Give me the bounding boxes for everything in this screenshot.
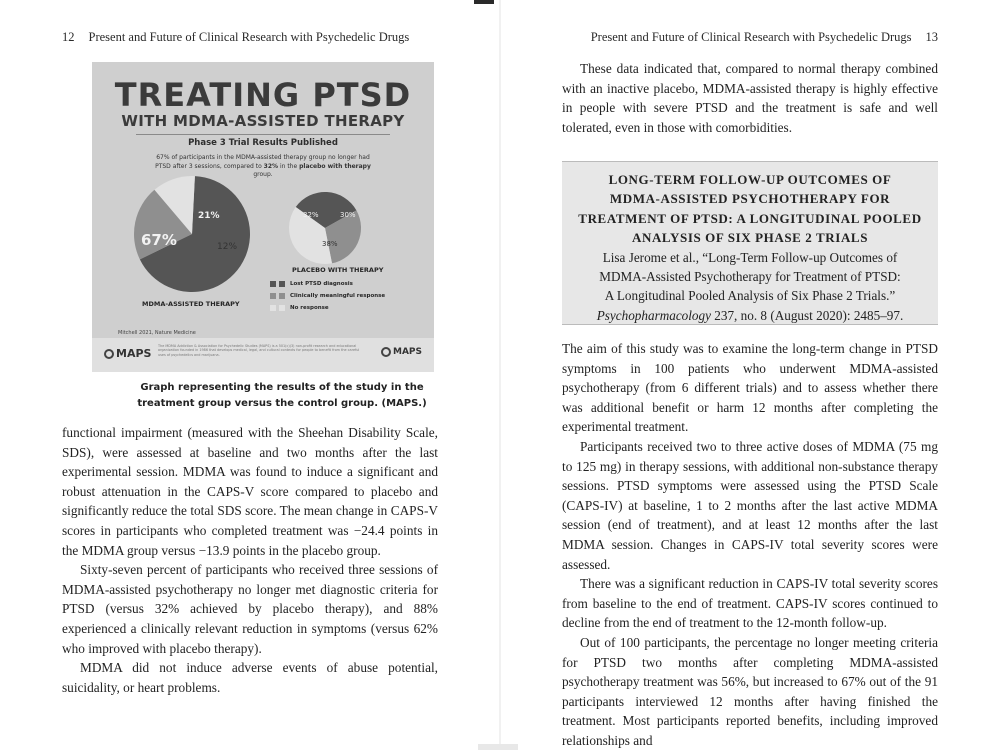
placebo-label-cm: 30%	[340, 211, 356, 219]
running-head-title: Present and Future of Clinical Research with Psychedelic Drugs	[590, 30, 912, 44]
paragraph: MDMA did not induce adverse events of abuse potential, suicidality, or heart problems.	[62, 660, 438, 695]
right-top-text	[562, 59, 938, 137]
placebo-label-lost: 32%	[303, 211, 319, 219]
maps-logo-right: MAPS	[381, 347, 422, 357]
mdma-pie-label: MDMA-ASSISTED THERAPY	[142, 300, 240, 308]
journal-name: Psychopharmacology	[596, 307, 711, 323]
mdma-label-cm: 21%	[198, 211, 220, 221]
paragraph: The aim of this study was to examine the long-term change in PTSD symptoms in 100 patients who underwent MDMA-assisted psychotherapy (from 6 different trials) and to assess whether there was additional benefit or harm 12 months after completing the experimental treatment.	[562, 341, 938, 435]
maps-logo-icon	[104, 349, 114, 359]
paragraph: Out of 100 participants, the percentage no longer meeting criteria for PTSD two months after completing MDMA-assisted psychotherapy treatment was 56%, but increased to 67% out of the 91 participants interviewed 12 months after having finished the treatment. Most participants reported benefits, including improved relationships and	[562, 634, 938, 748]
running-head-title: Present and Future of Clinical Research with Psychedelic Drugs	[88, 30, 410, 44]
paragraph: Sixty-seven percent of participants who received three sessions of MDMA-assisted psychotherapy no longer met diagnostic criteria for PTSD (versus 32% achieved by placebo therapy), and 88% experienced a clinically relevant reduction in symptoms (versus 62% who improved with placebo therapy).	[62, 562, 438, 656]
study-sidebox	[562, 161, 938, 325]
infographic-title: TREATING PTSD	[114, 76, 412, 114]
running-head-right	[562, 30, 938, 45]
maps-logo-icon-right	[381, 347, 391, 357]
pie-legend	[270, 278, 385, 314]
paragraph: There was a significant reduction in CAPS-IV total severity scores from baseline to the end of treatment. CAPS-IV scores continued to decline from the end of treatment to the 12-month follow-up.	[562, 576, 938, 631]
infographic-footer	[92, 338, 434, 372]
maps-logo-left: MAPS	[104, 347, 151, 360]
infographic-subtitle: WITH MDMA-ASSISTED THERAPY	[121, 112, 405, 130]
sidebox-reference: Lisa Jerome et al., “Long-Term Follow-up Outcomes of MDMA-Assisted Psychotherapy for Treatment of PTSD: A Longitudinal Pooled Analysis of Six Phase 2 Trials.” Psychopharmacology 237, no. 8 (August 2020): 2485–97.	[596, 249, 904, 323]
placebo-label-nr: 38%	[322, 240, 338, 248]
left-body-text	[62, 423, 438, 697]
running-head-left	[62, 30, 502, 45]
page-number-left: 12	[62, 30, 75, 44]
page-number-right: 13	[925, 30, 938, 44]
mdma-label-lost: 67%	[141, 231, 177, 249]
paragraph: Participants received two to three active doses of MDMA (75 mg to 125 mg) in therapy sessions, with additional non-substance therapy sessions. PTSD symptoms were assessed using the PTSD Scale (CAPS-IV) at baseline, 1 to 2 months after the last active MDMA session (end of treatment), and at least 12 months after the last MDMA session. Changes in CAPS-IV total severity scores were assessed.	[562, 438, 938, 572]
paragraph: These data indicated that, compared to normal therapy combined with an inactive placebo, MDMA-assisted therapy is highly effective in people with severe PTSD and the treatment is safe and well tolerated, even in those with comorbidities.	[562, 61, 938, 135]
infographic-fine-print: The MDMA Addiction & Association for Psychedelic Studies (MAPS) is a 501(c)(3) non-profit research and educational organization founded in 1986 that develops medical, legal, and cultural contexts for people to benefit from the careful uses of psychedelics and marijuana.	[158, 344, 360, 357]
figure-caption: Graph representing the results of the study in the treatment group versus the control group. (MAPS.)	[137, 382, 427, 409]
infographic-citation: Mitchell 2021, Nature Medicine	[118, 330, 196, 336]
sidebox-title: LONG-TERM FOLLOW-UP OUTCOMES OF MDMA-ASSISTED PSYCHOTHERAPY FOR TREATMENT OF PTSD: A LONGITUDINAL POOLED ANALYSIS OF SIX PHASE 2 TRIALS	[578, 172, 922, 246]
legend-item-nr: No response	[270, 302, 385, 314]
infographic-description: 67% of participants in the MDMA-assisted therapy group no longer had PTSD after 3 sessions, compared to 32% in the placebo with therapy group.	[155, 154, 371, 179]
right-body-text	[562, 339, 938, 750]
paragraph: functional impairment (measured with the Sheehan Disability Scale, SDS), were assessed at baseline and two months after the last experimental session. MDMA was found to induce a significant and robust attenuation in the CAPS-V score compared to placebo and significantly reduce the total SDS score. The mean change in CAPS-V scores in participants who completed treatment was −24.4 points in the MDMA group versus −13.9 points in the placebo group.	[62, 425, 438, 558]
mdma-label-nr: 12%	[217, 242, 238, 252]
ptsd-infographic	[92, 62, 434, 372]
placebo-pie-label: PLACEBO WITH THERAPY	[292, 266, 384, 274]
right-page	[562, 0, 938, 750]
infographic-phase-heading: Phase 3 Trial Results Published	[188, 138, 338, 148]
left-page	[62, 0, 502, 750]
legend-item-cm: Clinically meaningful response	[270, 290, 385, 302]
legend-item-lost: Lost PTSD diagnosis	[270, 278, 385, 290]
